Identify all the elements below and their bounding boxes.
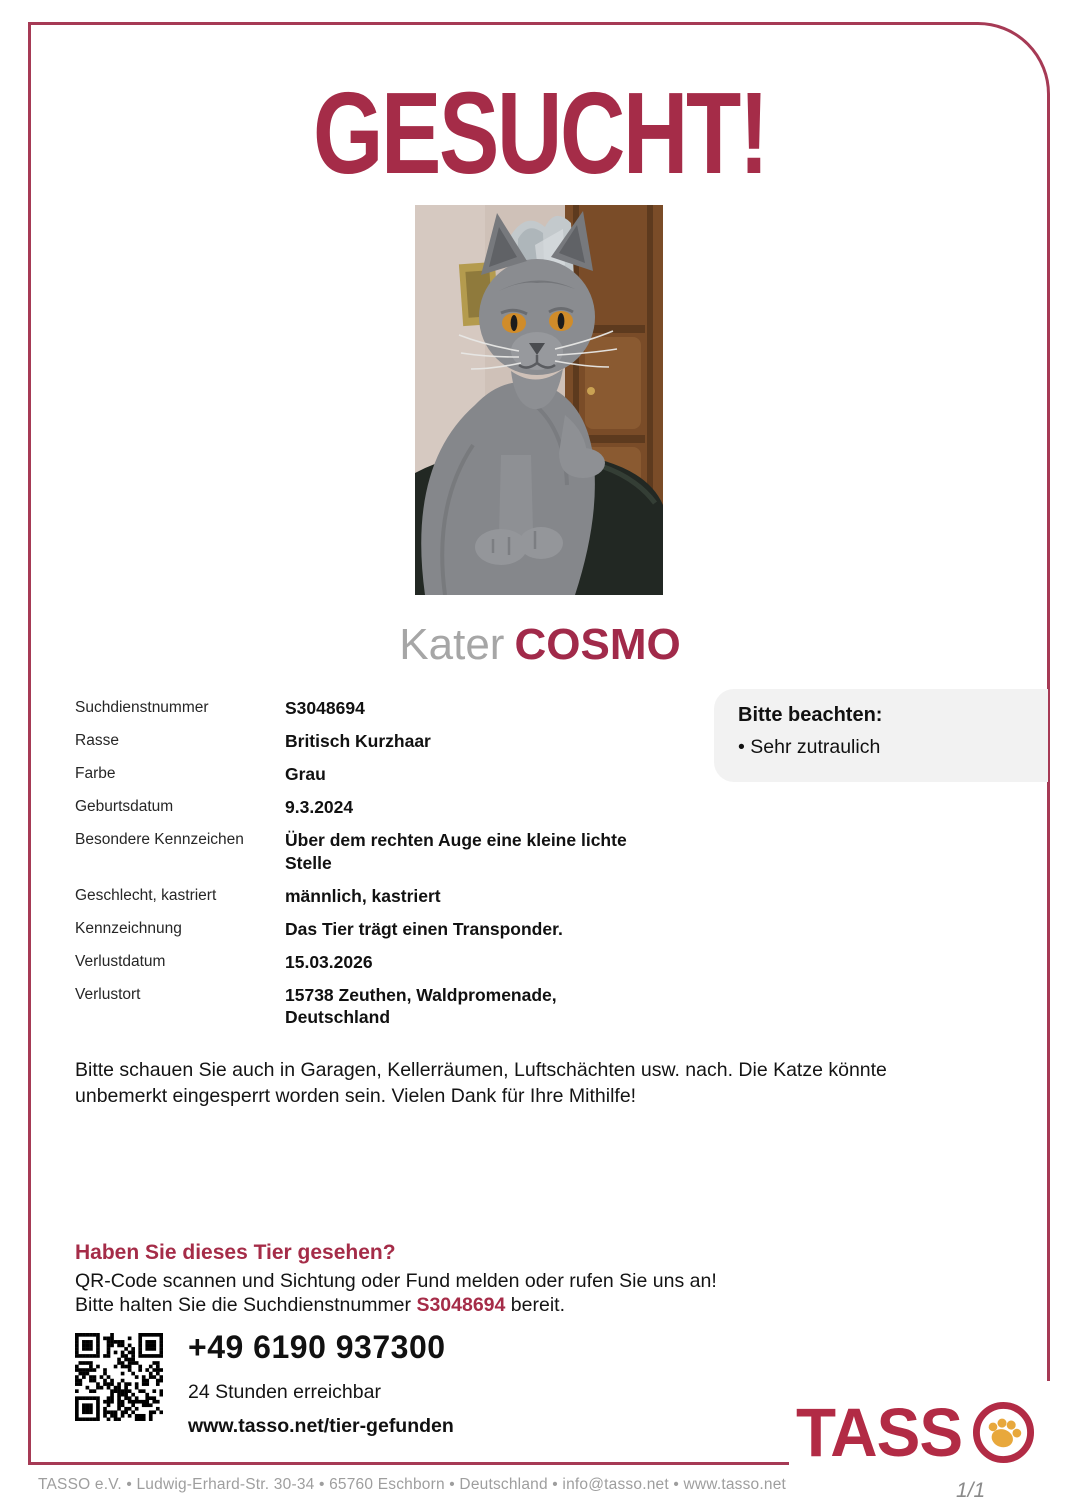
table-row <box>75 697 715 720</box>
detail-value: 15738 Zeuthen, Waldpromenade, Deutschland <box>285 984 557 1027</box>
pet-name-row <box>0 620 1080 670</box>
poster-title: GESUCHT! <box>313 68 767 198</box>
table-row <box>75 796 715 819</box>
tasso-logo <box>796 1393 1035 1471</box>
contact-number-hint-prefix: Bitte halten Sie die Suchdienstnummer <box>75 1294 417 1316</box>
paw-icon <box>972 1401 1035 1464</box>
notice-box-title: Bitte beachten: <box>738 704 883 726</box>
detail-label: Verlustort <box>75 985 141 1003</box>
pet-kind-label: Kater <box>399 620 505 669</box>
pet-photo <box>415 205 663 595</box>
detail-label: Kennzeichnung <box>75 919 182 937</box>
detail-label: Besondere Kennzeichen <box>75 831 244 848</box>
qr-code <box>75 1333 163 1421</box>
phone-contact-block <box>188 1329 454 1438</box>
search-service-number: S3048694 <box>416 1294 506 1316</box>
poster-title-row <box>0 66 1080 200</box>
table-row <box>75 763 715 786</box>
table-row <box>75 829 715 874</box>
qr-code-image <box>75 1333 163 1421</box>
notice-list-item: • Sehr zutraulich <box>738 735 1030 760</box>
notice-box <box>714 689 1048 782</box>
detail-value: 15.03.2026 <box>285 951 373 972</box>
detail-label: Farbe <box>75 765 116 782</box>
detail-value: S3048694 <box>285 698 365 718</box>
detail-label: Rasse <box>75 732 119 749</box>
detail-value: Das Tier trägt einen Transponder. <box>285 918 563 939</box>
table-row <box>75 984 715 1029</box>
pet-details-table <box>75 697 715 1039</box>
contact-headline: Haben Sie dieses Tier gesehen? <box>75 1241 396 1264</box>
page-indicator: 1/1 <box>956 1479 986 1502</box>
footer-address: TASSO e.V. • Ludwig-Erhard-Str. 30-34 • 65760 Eschborn • Deutschland • info@tasso.net • www.tasso.net <box>38 1476 787 1493</box>
table-row <box>75 918 715 941</box>
availability-text: 24 Stunden erreichbar <box>188 1381 381 1403</box>
table-row <box>75 730 715 753</box>
detail-value: Über dem rechten Auge eine kleine lichte Stelle <box>285 830 627 873</box>
notice-list <box>738 735 1030 760</box>
table-row <box>75 951 715 974</box>
contact-number-hint <box>75 1294 565 1317</box>
phone-number: +49 6190 937300 <box>188 1329 446 1365</box>
pet-name: COSMO <box>514 620 681 669</box>
cat-photo-illustration <box>415 205 663 595</box>
detail-value: Britisch Kurzhaar <box>285 731 431 751</box>
tasso-logo-letters: TASS <box>796 1393 963 1471</box>
contact-number-hint-suffix: bereit. <box>505 1294 565 1316</box>
detail-label: Geburtsdatum <box>75 798 174 815</box>
detail-label: Verlustdatum <box>75 952 166 970</box>
detail-label: Suchdienstnummer <box>75 699 209 716</box>
detail-value: männlich, kastriert <box>285 885 441 906</box>
search-hint-paragraph: Bitte schauen Sie auch in Garagen, Kellerräumen, Luftschächten usw. nach. Die Katze könnte unbemerkt eingesperrt worden sein. Vielen Dank für Ihre Mithilfe! <box>75 1059 887 1107</box>
detail-value: 9.3.2024 <box>285 797 354 817</box>
detail-value: Grau <box>285 764 326 784</box>
report-url: www.tasso.net/tier-gefunden <box>188 1415 454 1437</box>
table-row <box>75 885 715 908</box>
detail-label: Geschlecht, kastriert <box>75 886 217 904</box>
contact-instruction: QR-Code scannen und Sichtung oder Fund melden oder rufen Sie uns an! <box>75 1270 717 1292</box>
